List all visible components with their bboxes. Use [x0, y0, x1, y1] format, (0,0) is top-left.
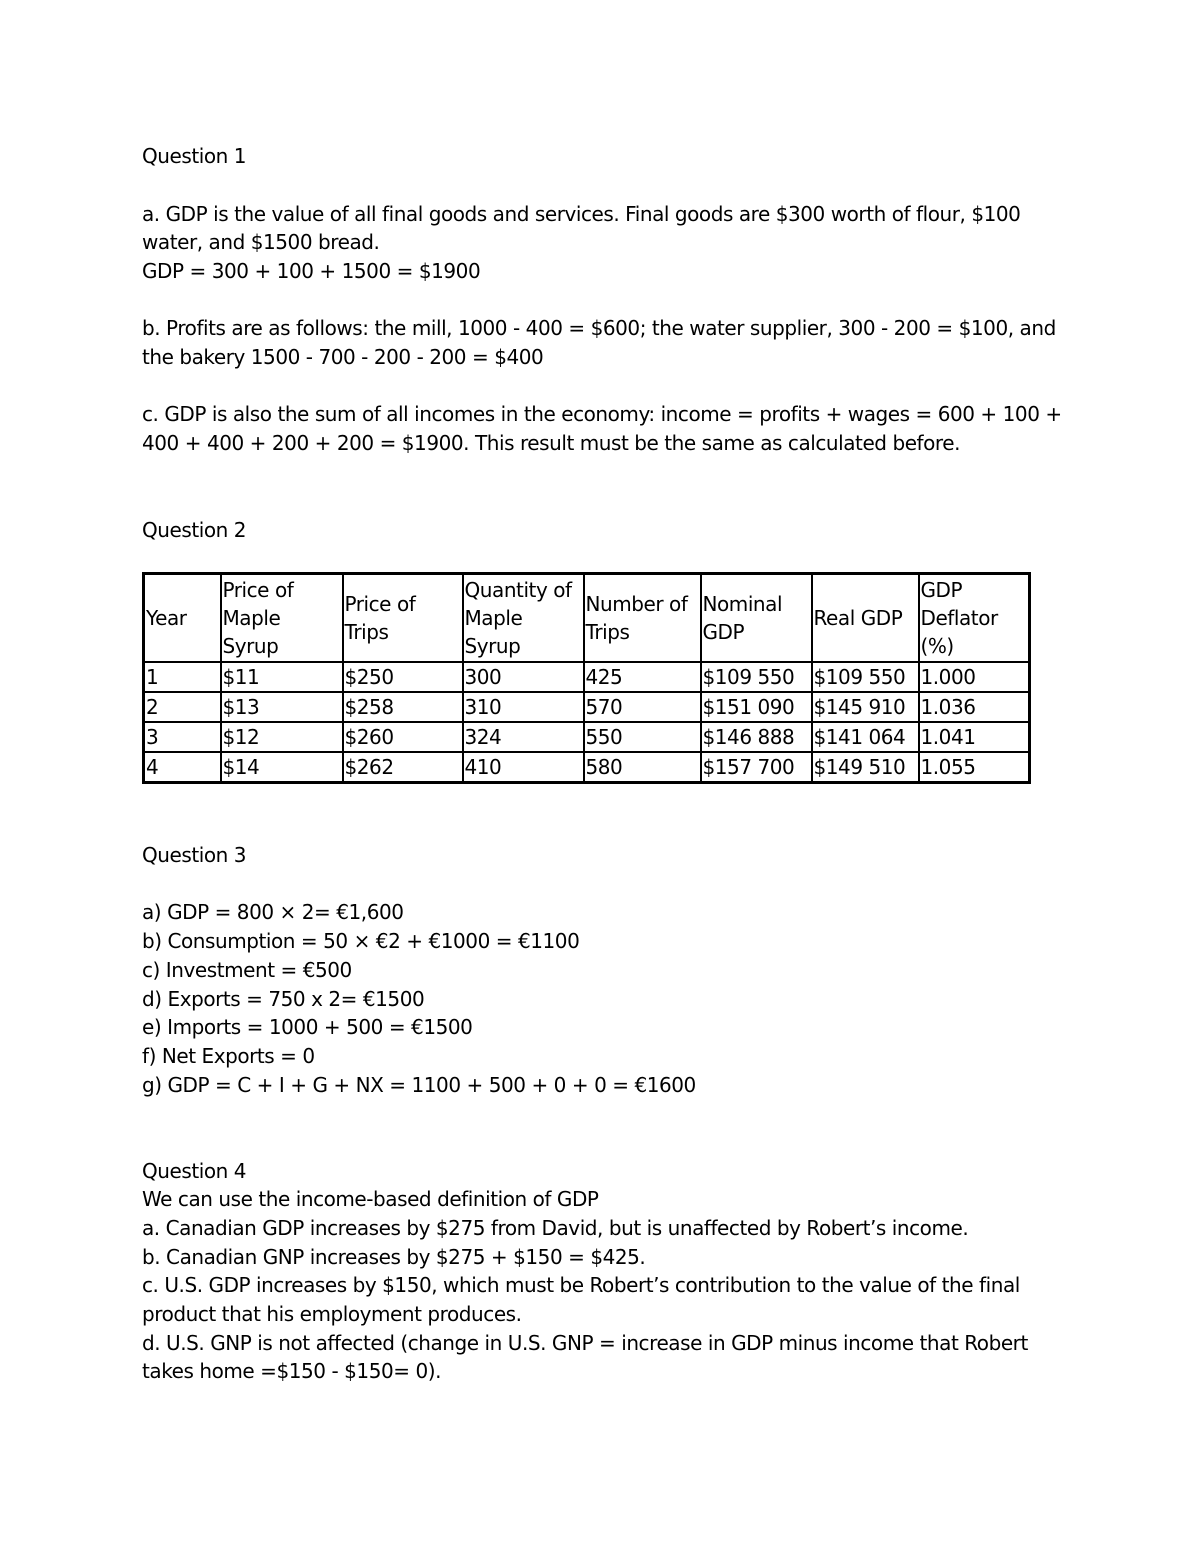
q1-part-b-line-2: the bakery 1500 - 700 - 200 - 200 = $400	[142, 345, 544, 369]
q1-part-c-line-1: c. GDP is also the sum of all incomes in the economy: income = profits + wages = 600 + 100 +	[142, 402, 1062, 426]
table-cell: $146 888	[701, 722, 812, 752]
table-cell: 324	[463, 722, 584, 752]
question-3-title: Question 3	[142, 843, 247, 867]
table-cell: $262	[343, 752, 463, 783]
q1-part-a-line-3: GDP = 300 + 100 + 1500 = $1900	[142, 259, 481, 283]
table-cell: 410	[463, 752, 584, 783]
table-row	[144, 692, 1030, 722]
table-cell: $250	[343, 662, 463, 692]
table-cell: 1.000	[919, 662, 1030, 692]
q1-part-c-line-2: 400 + 400 + 200 + 200 = $1900. This result must be the same as calculated before.	[142, 431, 961, 455]
table-cell: $145 910	[812, 692, 919, 722]
q4-line-b: b. Canadian GNP increases by $275 + $150 = $425.	[142, 1245, 646, 1269]
table-cell: 570	[584, 692, 701, 722]
question-4-title: Question 4	[142, 1159, 247, 1183]
table-cell: 3	[144, 722, 221, 752]
q3-line-e: e) Imports = 1000 + 500 = €1500	[142, 1015, 473, 1039]
question-2-title: Question 2	[142, 518, 247, 542]
table-cell: 300	[463, 662, 584, 692]
table-cell: $141 064	[812, 722, 919, 752]
table-cell: 580	[584, 752, 701, 783]
table-cell: 4	[144, 752, 221, 783]
table-row	[144, 752, 1030, 783]
q4-line-intro: We can use the income-based definition of GDP	[142, 1187, 599, 1211]
q4-line-d-1: d. U.S. GNP is not affected (change in U.S. GNP = increase in GDP minus income that Robert	[142, 1331, 1028, 1355]
table-cell: $11	[221, 662, 343, 692]
table-cell: $109 550	[812, 662, 919, 692]
question-1-title: Question 1	[142, 144, 247, 168]
q4-line-d-2: takes home =$150 - $150= 0).	[142, 1359, 441, 1383]
q3-line-g: g) GDP = C + I + G + NX = 1100 + 500 + 0 + 0 = €1600	[142, 1073, 696, 1097]
table-cell: $14	[221, 752, 343, 783]
header-year: Year	[144, 574, 221, 663]
q4-line-c-2: product that his employment produces.	[142, 1302, 522, 1326]
header-price-trips: Price of Trips	[343, 574, 463, 663]
table-row	[144, 662, 1030, 692]
q1-part-a-line-1: a. GDP is the value of all final goods and services. Final goods are $300 worth of flour, $100	[142, 202, 1021, 226]
table-cell: $149 510	[812, 752, 919, 783]
table-cell: 550	[584, 722, 701, 752]
q3-line-c: c) Investment = €500	[142, 958, 352, 982]
table-cell: 1.055	[919, 752, 1030, 783]
q4-line-c-1: c. U.S. GDP increases by $150, which must be Robert’s contribution to the value of the final	[142, 1273, 1020, 1297]
q3-line-f: f) Net Exports = 0	[142, 1044, 315, 1068]
q3-line-a: a) GDP = 800 × 2= €1,600	[142, 900, 404, 924]
header-quantity-maple-syrup: Quantity of Maple Syrup	[463, 574, 584, 663]
q3-line-d: d) Exports = 750 x 2= €1500	[142, 987, 425, 1011]
table-row	[144, 722, 1030, 752]
q1-part-a-line-2: water, and $1500 bread.	[142, 230, 380, 254]
table-cell: 310	[463, 692, 584, 722]
table-cell: 1.041	[919, 722, 1030, 752]
header-real-gdp: Real GDP	[812, 574, 919, 663]
table-cell: $151 090	[701, 692, 812, 722]
table-cell: $260	[343, 722, 463, 752]
table-cell: 1.036	[919, 692, 1030, 722]
q3-line-b: b) Consumption = 50 × €2 + €1000 = €1100	[142, 929, 580, 953]
table-cell: $258	[343, 692, 463, 722]
table-cell: $13	[221, 692, 343, 722]
header-price-maple-syrup: Price of Maple Syrup	[221, 574, 343, 663]
header-nominal-gdp: Nominal GDP	[701, 574, 812, 663]
table-cell: $109 550	[701, 662, 812, 692]
q4-line-a: a. Canadian GDP increases by $275 from David, but is unaffected by Robert’s income.	[142, 1216, 969, 1240]
table-cell: $12	[221, 722, 343, 752]
gdp-table	[142, 572, 1031, 784]
table-cell: 1	[144, 662, 221, 692]
table-cell: 425	[584, 662, 701, 692]
table-cell: $157 700	[701, 752, 812, 783]
header-gdp-deflator: GDP Deflator (%)	[919, 574, 1030, 663]
table-header-row	[144, 574, 1030, 663]
header-number-trips: Number of Trips	[584, 574, 701, 663]
table-cell: 2	[144, 692, 221, 722]
q1-part-b-line-1: b. Profits are as follows: the mill, 1000 - 400 = $600; the water supplier, 300 - 200 = $100, and	[142, 316, 1056, 340]
